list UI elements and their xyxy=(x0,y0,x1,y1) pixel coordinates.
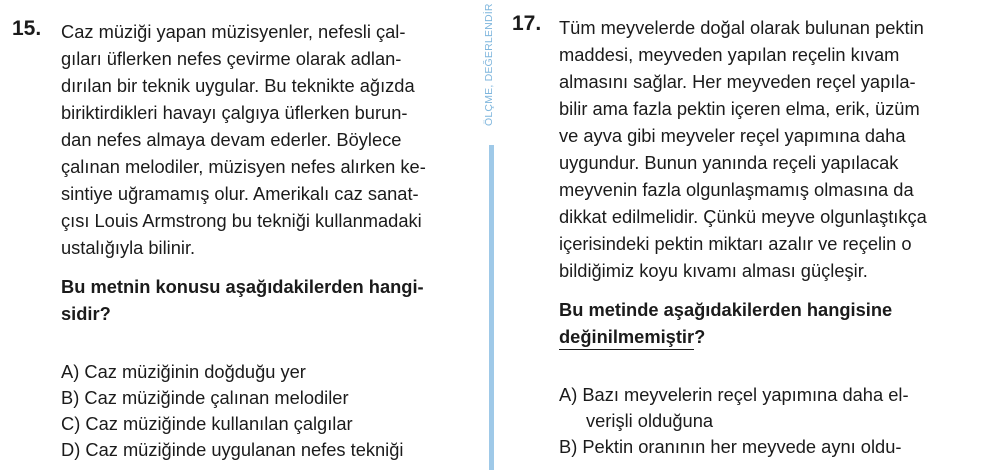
q17-paragraph-line: almasını sağlar. Her meyveden reçel yapıla- xyxy=(559,71,916,92)
q17-option-b[interactable]: B) Pektin oranının her meyvede aynı oldu- xyxy=(559,436,902,457)
q15-paragraph-line: sintiye uğramamış olur. Amerikalı caz sanat- xyxy=(61,183,419,204)
side-label: ÖLÇME, DEĞERLENDİR xyxy=(483,3,495,126)
q17-paragraph-line: bilir ama fazla pektin içeren elma, erik, üzüm xyxy=(559,98,920,119)
q17-paragraph-line: uygundur. Bunun yanında reçeli yapılacak xyxy=(559,152,899,173)
q15-paragraph-line: dırılan bir teknik uygular. Bu teknikte ağızda xyxy=(61,75,415,96)
q17-option-a[interactable]: A) Bazı meyvelerin reçel yapımına daha el- xyxy=(559,384,909,405)
q17-question-line: Bu metinde aşağıdakilerden hangisine xyxy=(559,299,893,320)
q17-question-mark: ? xyxy=(694,326,706,347)
q17-paragraph-line: bildiğimiz koyu kıvamı alması güçleşir. xyxy=(559,260,868,281)
q15-option-d[interactable]: D) Caz müziğinde uygulanan nefes tekniği xyxy=(61,439,404,460)
q15-paragraph-line: çısı Louis Armstrong bu tekniği kullanmadaki xyxy=(61,210,422,231)
q17-paragraph-line: Tüm meyvelerde doğal olarak bulunan pektin xyxy=(559,17,924,38)
q15-paragraph-line: biriktirdikleri havayı çalgıya üflerken burun- xyxy=(61,102,408,123)
question-17-number: 17. xyxy=(512,12,542,35)
q15-paragraph-line: gıları üflerken nefes çevirme olarak adlan- xyxy=(61,48,402,69)
q15-option-b[interactable]: B) Caz müziğinde çalınan melodiler xyxy=(61,387,349,408)
q15-question-line: Bu metnin konusu aşağıdakilerden hangi- xyxy=(61,276,424,297)
q17-negation-underlined: değinilmemiştir xyxy=(559,325,694,350)
q15-option-c[interactable]: C) Caz müziğinde kullanılan çalgılar xyxy=(61,413,353,434)
q15-paragraph-line: ustalığıyla bilinir. xyxy=(61,237,196,258)
q17-paragraph-line: maddesi, meyveden yapılan reçelin kıvam xyxy=(559,44,900,65)
q17-paragraph-line: dikkat edilmelidir. Çünkü meyve olgunlaştıkça xyxy=(559,206,927,227)
q15-question-line: sidir? xyxy=(61,303,111,324)
q17-paragraph-line: ve ayva gibi meyveler reçel yapımına daha xyxy=(559,125,906,146)
question-15-number: 15. xyxy=(12,17,42,40)
q15-option-a[interactable]: A) Caz müziğinin doğduğu yer xyxy=(61,361,306,382)
q17-option-a-continued: verişli olduğuna xyxy=(586,410,714,431)
q17-paragraph-line: meyvenin fazla olgunlaşmamış olmasına da xyxy=(559,179,914,200)
q15-paragraph-line: dan nefes almaya devam ederler. Böylece xyxy=(61,129,402,150)
q15-paragraph-line: çalınan melodiler, müzisyen nefes alırken ke- xyxy=(61,156,426,177)
column-divider-bar xyxy=(489,145,494,470)
q17-paragraph-line: içerisindeki pektin miktarı azalır ve reçelin o xyxy=(559,233,912,254)
q17-question-line-2 xyxy=(559,323,705,350)
q15-paragraph-line: Caz müziği yapan müzisyenler, nefesli çal- xyxy=(61,21,406,42)
